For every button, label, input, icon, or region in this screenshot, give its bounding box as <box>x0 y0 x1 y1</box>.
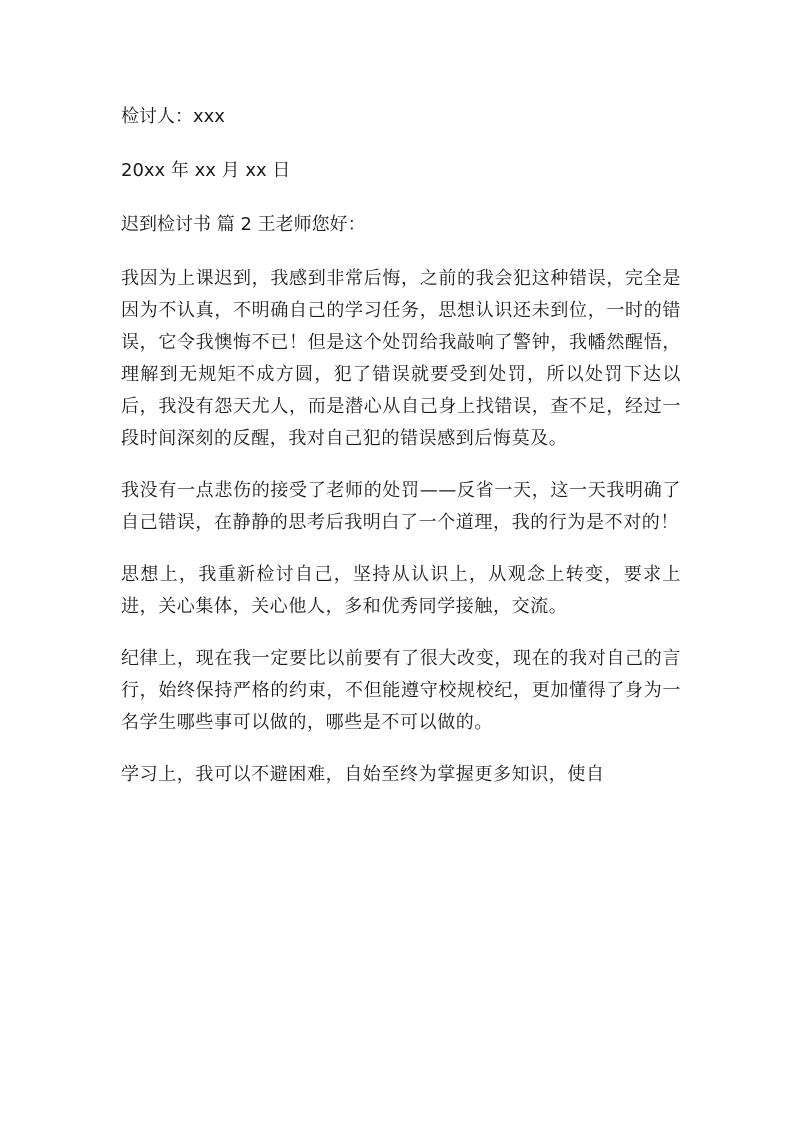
signer-line: 检讨人：xxx <box>121 106 225 127</box>
paragraph-5: 学习上，我可以不避困难，自始至终为掌握更多知识，使自 <box>121 764 605 785</box>
paragraph-3: 思想上，我重新检讨自己，坚持从认识上，从观念上转变，要求上进，关心集体，关心他人，多和优秀同学接触，交流。 <box>121 564 681 617</box>
document-body <box>121 101 681 791</box>
paragraph-1: 我因为上课迟到，我感到非常后悔，之前的我会犯这种错误，完全是因为不认真，不明确自己的学习任务，思想认识还未到位，一时的错误，它令我懊悔不已！但是这个处罚给我敲响了警钟，我幡然醒悟，理解到无规矩不成方圆，犯了错误就要受到处罚，所以处罚下达以后，我没有怨天尤人，而是潜心从自己身上找错误，查不足，经过一段时间深刻的反醒，我对自己犯的错误感到后悔莫及。 <box>121 268 681 449</box>
paragraph-4: 纪律上，现在我一定要比以前要有了很大改变，现在的我对自己的言行，始终保持严格的约束，不但能遵守校规校纪，更加懂得了身为一名学生哪些事可以做的，哪些是不可以做的。 <box>121 648 681 733</box>
heading-line: 迟到检讨书 篇 2 王老师您好： <box>121 214 366 235</box>
paragraph-2: 我没有一点悲伤的接受了老师的处罚——反省一天，这一天我明确了自己错误，在静静的思考后我明白了一个道理，我的行为是不对的！ <box>121 480 681 533</box>
date-line: 20xx 年 xx 月 xx 日 <box>121 160 291 181</box>
